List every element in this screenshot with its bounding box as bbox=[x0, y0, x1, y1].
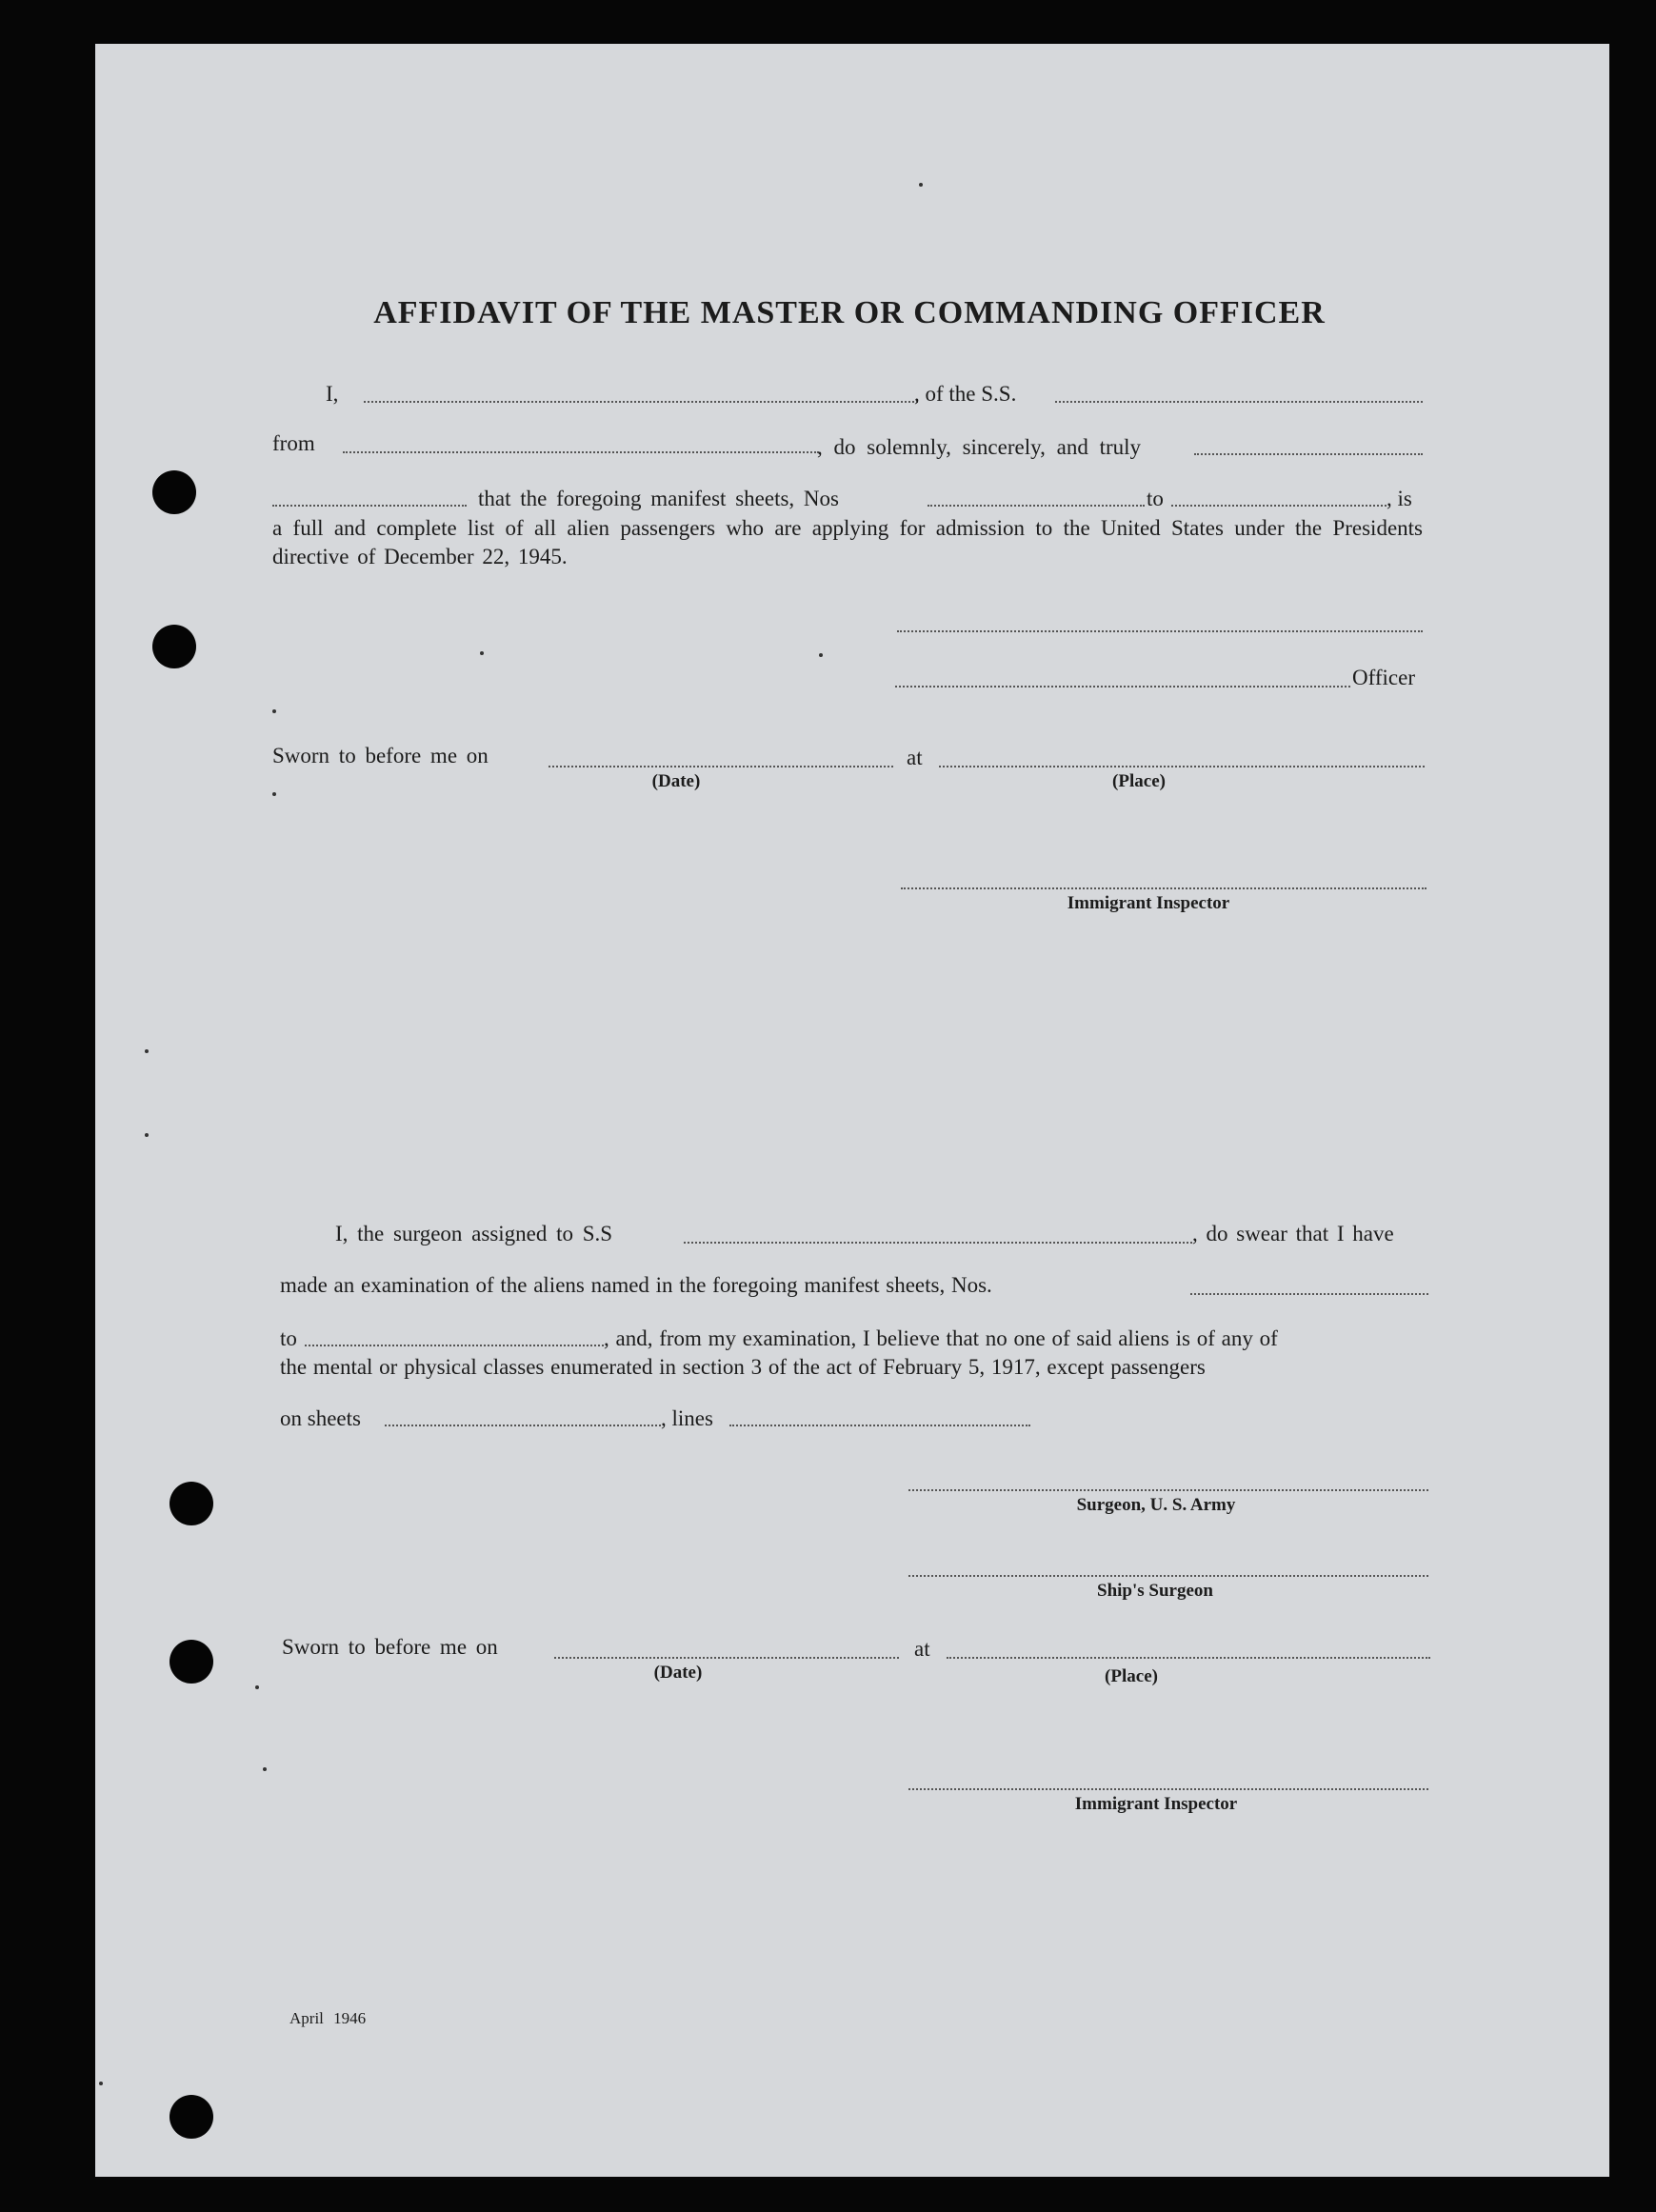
surgeon-inspector-signature-line[interactable] bbox=[908, 1788, 1428, 1790]
is-label: , is bbox=[1387, 487, 1412, 510]
master-date-caption: (Date) bbox=[651, 771, 701, 791]
form-date-footer: April 1946 bbox=[289, 2009, 367, 2027]
surgeon-sworn-place-field[interactable] bbox=[947, 1657, 1430, 1659]
except-lines-field[interactable] bbox=[729, 1425, 1030, 1426]
of-ss-label: , of the S.S. bbox=[914, 382, 1017, 406]
officer-signature-line[interactable] bbox=[897, 630, 1423, 632]
surgeon-sheets-from-field[interactable] bbox=[1190, 1293, 1428, 1295]
master-sworn-place-field[interactable] bbox=[939, 766, 1425, 767]
surgeon-to-label: to bbox=[280, 1326, 297, 1350]
speck bbox=[272, 792, 276, 796]
speck bbox=[919, 183, 923, 187]
surgeon-line2-label: made an examination of the aliens named in the foregoing manifest sheets, Nos. bbox=[280, 1273, 992, 1297]
surgeon-line1-label: I, the surgeon assigned to S.S bbox=[335, 1222, 613, 1245]
speck bbox=[272, 709, 276, 713]
speck bbox=[819, 653, 823, 657]
master-i-label: I, bbox=[326, 382, 339, 406]
officer-label: Officer bbox=[1352, 666, 1415, 689]
surgeon-ship-field[interactable] bbox=[684, 1242, 1192, 1244]
surgeon-date-caption: (Date) bbox=[653, 1663, 703, 1683]
ship-name-field[interactable] bbox=[1055, 401, 1423, 403]
master-statement: a full and complete list of all alien passengers who are applying for admission to the United States under the Presidents directive of December 22, 1945. bbox=[272, 516, 1423, 568]
binder-hole bbox=[152, 470, 196, 514]
from-label: from bbox=[272, 431, 315, 455]
binder-hole bbox=[152, 625, 196, 668]
speck bbox=[145, 1049, 149, 1053]
speck bbox=[145, 1133, 149, 1137]
speck bbox=[480, 651, 484, 655]
master-name-field[interactable] bbox=[364, 401, 918, 403]
to-label: to bbox=[1147, 487, 1164, 510]
army-surgeon-caption: Surgeon, U. S. Army bbox=[1076, 1495, 1236, 1515]
master-at-label: at bbox=[907, 746, 923, 769]
officer-name-line[interactable] bbox=[895, 686, 1350, 688]
surgeon-place-caption: (Place) bbox=[1105, 1666, 1158, 1686]
form-page bbox=[95, 44, 1609, 2177]
oath-word-field[interactable] bbox=[272, 505, 467, 507]
master-inspector-signature-line[interactable] bbox=[901, 887, 1427, 889]
army-surgeon-signature-line[interactable] bbox=[908, 1489, 1428, 1491]
speck bbox=[99, 2082, 103, 2085]
form-title: AFFIDAVIT OF THE MASTER OR COMMANDING OFFICER bbox=[373, 295, 1326, 330]
surgeon-belief-label: , and, from my examination, I believe that no one of said aliens is of any of bbox=[604, 1326, 1278, 1350]
lines-label: , lines bbox=[661, 1406, 713, 1430]
surgeon-swear-label: , do swear that I have bbox=[1192, 1222, 1394, 1245]
master-inspector-caption: Immigrant Inspector bbox=[1067, 893, 1230, 913]
surgeon-sheets-to-field[interactable] bbox=[305, 1345, 604, 1346]
speck bbox=[255, 1685, 259, 1689]
solemnly-label: , do solemnly, sincerely, and truly bbox=[817, 435, 1142, 459]
speck bbox=[263, 1767, 267, 1771]
ship-surgeon-signature-line[interactable] bbox=[908, 1575, 1428, 1577]
surgeon-inspector-caption: Immigrant Inspector bbox=[1074, 1794, 1238, 1814]
master-place-caption: (Place) bbox=[1112, 771, 1166, 791]
oath-form-field[interactable] bbox=[1194, 453, 1423, 455]
except-sheets-field[interactable] bbox=[385, 1425, 661, 1426]
binder-hole bbox=[170, 2095, 213, 2139]
on-sheets-label: on sheets bbox=[280, 1406, 361, 1430]
ship-surgeon-caption: Ship's Surgeon bbox=[1097, 1581, 1213, 1601]
master-sworn-label: Sworn to before me on bbox=[272, 744, 489, 767]
surgeon-sworn-date-field[interactable] bbox=[554, 1657, 899, 1659]
manifest-sheets-label: that the foregoing manifest sheets, Nos bbox=[478, 487, 839, 510]
master-sworn-date-field[interactable] bbox=[549, 766, 893, 767]
binder-hole bbox=[170, 1482, 213, 1525]
binder-hole bbox=[170, 1640, 213, 1684]
sheets-from-field[interactable] bbox=[928, 505, 1145, 507]
from-port-field[interactable] bbox=[343, 451, 819, 453]
surgeon-classes-label: the mental or physical classes enumerated in section 3 of the act of February 5, 1917, except passengers bbox=[280, 1355, 1206, 1379]
sheets-to-field[interactable] bbox=[1171, 505, 1387, 507]
surgeon-at-label: at bbox=[914, 1637, 930, 1661]
surgeon-sworn-label: Sworn to before me on bbox=[282, 1635, 498, 1659]
